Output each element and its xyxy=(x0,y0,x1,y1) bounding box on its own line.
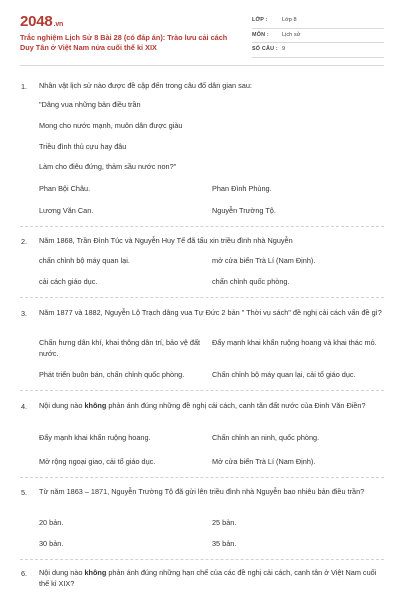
question-number: 3. xyxy=(21,309,28,318)
option-d[interactable]: Nguyễn Trường Tộ. xyxy=(212,206,276,215)
meta-row-count xyxy=(252,43,384,58)
question-text-before: Nội dung nào xyxy=(39,401,85,410)
option-d[interactable]: Mở cửa biển Trà Lí (Nam Định). xyxy=(212,457,316,466)
poem-line: Mong cho nước mạnh, muôn dân được giàu xyxy=(39,121,183,130)
question-divider xyxy=(20,559,384,560)
logo-main: 2048 xyxy=(20,13,53,30)
meta-label: SỐ CÂU : xyxy=(252,46,278,52)
option-b[interactable]: mở cửa biển Trà Lí (Nam Định). xyxy=(212,256,316,265)
option-b[interactable]: 25 bản. xyxy=(212,518,237,527)
meta-row-grade xyxy=(252,14,384,29)
question-text-emphasis: không xyxy=(84,401,107,410)
question-number: 5. xyxy=(21,488,28,497)
question-divider xyxy=(20,477,384,478)
option-a[interactable]: Chấn hưng dân khí, khai thông dân trí, bảo vệ đất nước. xyxy=(39,338,201,358)
page-header xyxy=(0,0,400,60)
question-number: 4. xyxy=(21,402,28,411)
option-c[interactable]: Lương Văn Can. xyxy=(39,206,94,215)
question-text: Nhân vật lịch sử nào được đề cập đến trong câu đố dân gian sau: xyxy=(39,81,252,90)
meta-label: LỚP : xyxy=(252,17,268,23)
option-a[interactable]: chấn chỉnh bộ máy quan lại. xyxy=(39,256,130,265)
option-c[interactable]: cải cách giáo dục. xyxy=(39,277,98,286)
question-number: 6. xyxy=(21,569,28,578)
document-title: Trắc nghiệm Lịch Sử 8 Bài 28 (có đáp án): Trào lưu cải cách Duy Tân ở Việt Nam nửa cuối thế kỉ XIX xyxy=(20,33,228,52)
question-text xyxy=(39,567,384,589)
option-d[interactable]: 35 bản. xyxy=(212,539,237,548)
question-text: Năm 1877 và 1882, Nguyễn Lộ Trạch dâng vua Tự Đức 2 bản " Thời vụ sách" đề nghị cải cách vấn đề gì? xyxy=(39,308,382,317)
question-divider xyxy=(20,390,384,391)
header-divider xyxy=(20,65,384,66)
option-a[interactable]: 20 bản. xyxy=(39,518,64,527)
poem-line: Làm cho điêu đứng, thảm sầu nước non?" xyxy=(39,162,177,171)
option-c[interactable]: Mở rộng ngoại giao, cải tổ giáo dục. xyxy=(39,457,156,466)
question-text-after: phản ánh đúng những đề nghị cải cách, canh tân đất nước của Đinh Văn Điền? xyxy=(106,401,366,410)
question-text-after: phản ánh đúng những hạn chế của các đề nghị cải cách, canh tân ở Việt Nam cuối thế kỉ XIX? xyxy=(39,568,377,588)
meta-label: MÔN : xyxy=(252,31,269,38)
meta-value: 9 xyxy=(282,46,286,52)
option-d[interactable]: Chấn chỉnh bộ máy quan lại, cải tổ giáo dục. xyxy=(212,370,356,379)
meta-row-subject xyxy=(252,29,384,44)
logo-tld: .vn xyxy=(53,21,64,28)
poem-line: "Dâng vua những bản điều trần xyxy=(39,100,141,109)
option-b[interactable]: Đẩy mạnh khai khẩn ruộng hoang và khai thác mỏ. xyxy=(212,338,377,347)
meta-value: Lớp 8 xyxy=(282,17,297,23)
question-number: 1. xyxy=(21,82,28,91)
option-b[interactable]: Chấn chỉnh an ninh, quốc phòng. xyxy=(212,433,320,442)
question-text-before: Nội dung nào xyxy=(39,568,85,577)
question-divider xyxy=(20,297,384,298)
poem-line: Triều đình thủ cựu hay đâu xyxy=(39,142,127,151)
option-a[interactable]: Phan Bội Châu. xyxy=(39,184,91,193)
option-c[interactable]: 30 bản. xyxy=(39,539,64,548)
option-c[interactable]: Phát triển buôn bán, chấn chỉnh quốc phòng. xyxy=(39,370,185,379)
meta-table xyxy=(252,14,384,58)
question-text xyxy=(39,400,384,411)
option-b[interactable]: Phan Đình Phùng. xyxy=(212,184,272,193)
meta-value: Lịch sử xyxy=(282,31,301,38)
site-logo[interactable] xyxy=(20,13,63,30)
question-text: Từ năm 1863 – 1871, Nguyễn Trường Tộ đã gửi lên triều đình nhà Nguyễn bao nhiêu bản điều trần? xyxy=(39,487,365,496)
question-number: 2. xyxy=(21,237,28,246)
question-divider xyxy=(20,226,384,227)
option-d[interactable]: chấn chỉnh quốc phòng. xyxy=(212,277,290,286)
option-a[interactable]: Đẩy mạnh khai khẩn ruộng hoang. xyxy=(39,433,151,442)
question-text: Năm 1868, Trần Đình Túc và Nguyễn Huy Tế đã tấu xin triều đình nhà Nguyễn xyxy=(39,236,293,245)
question-text-emphasis: không xyxy=(84,568,107,577)
